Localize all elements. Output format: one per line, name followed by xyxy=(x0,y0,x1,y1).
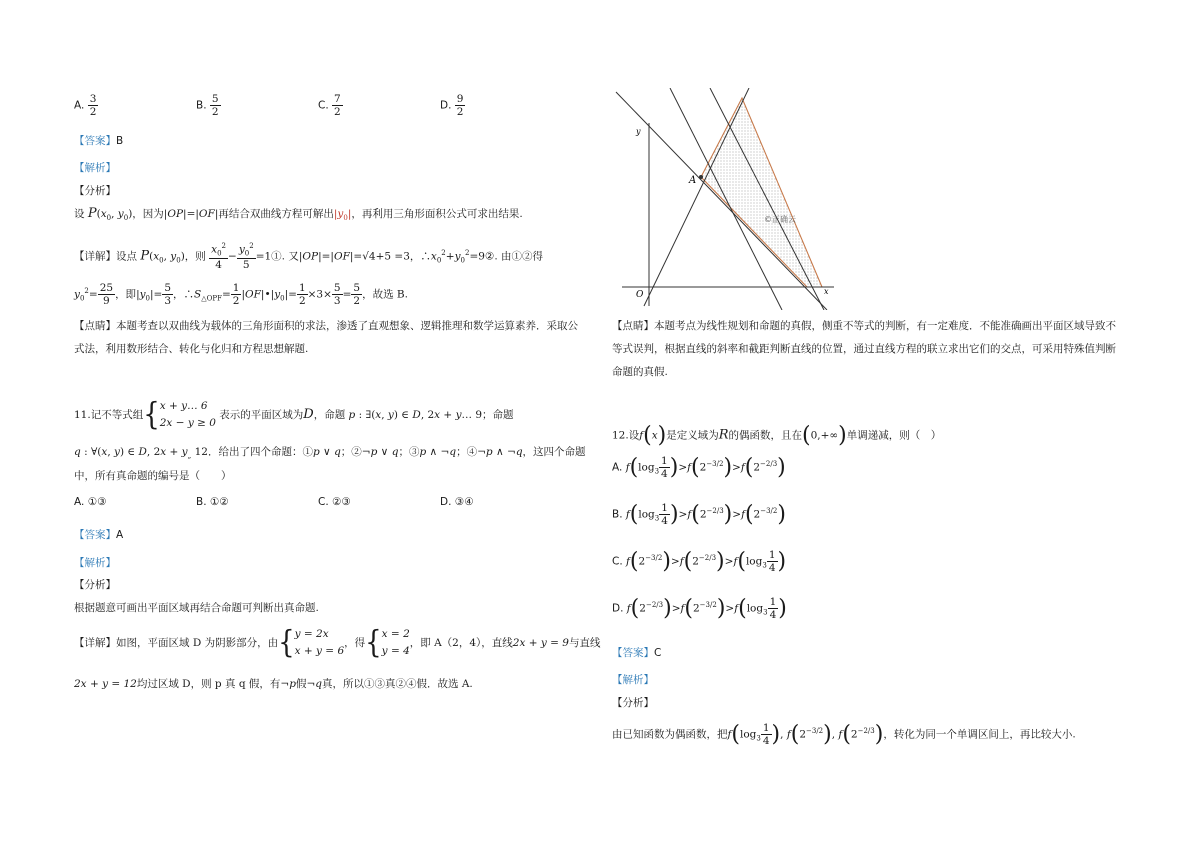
q10-option-c: C. $\frac{7}{2}$ xyxy=(318,93,341,119)
q10-fenxi-text: 设 $P(x_0$, $y_0$)，因为|OP|=|OF|再结合双曲线方程可解出$|y_0|$，再利用三角形面积公式可求出结果. xyxy=(74,206,523,223)
q11-answer: 【答案】A xyxy=(74,529,124,541)
point-a xyxy=(699,175,703,179)
q10-answer xyxy=(74,133,123,148)
q11-xiangjie-line2: 2x + y = 12均过区域 D，则 p 真 q 假，有¬p假¬q真，所以①③真②④假．故选 A. xyxy=(74,678,473,690)
q11-stem-line1: 11.记不等式组{ x + y… 6 2x − y ≥ 0 表示的平面区域为D，命题 p : ∃(x, y) ∈ D, 2x + y… 9；命题 xyxy=(74,396,514,433)
q12-fenxi-tag: 【分析】 xyxy=(612,697,654,709)
q12-answer: 【答案】C xyxy=(612,647,662,659)
q12-fenxi-text: 由已知函数为偶函数，把$f(\log_3$ $\frac{1}{4}$ ), $f(2^{-3/2})$, $f(2^{-2/3})$，转化为同一个单调区间上，再比较大小. xyxy=(612,722,1076,748)
q12-option-b: B. $f(\log_3$ $\frac{1}{4}$ )$>f(2^{-2/3})>f(2^{-3/2})$ xyxy=(612,502,786,528)
q11-analysis-tag: 【解析】 xyxy=(74,557,116,569)
q11-option-c: C. ②③ xyxy=(318,496,351,508)
q12-option-a: A. $f(\log_3$ $\frac{1}{4}$ )$>f(2^{-3/2})>f(2^{-2/3})$ xyxy=(612,455,786,481)
q10-option-a xyxy=(74,93,98,118)
q10-fenxi-tag: 【分析】 xyxy=(74,185,116,197)
q10-option-a-letter: A. xyxy=(74,99,85,112)
q12-stem: 12.设f(x)是定义域为R的偶函数，且在(0,+∞)单调递减，则（ ） xyxy=(612,423,942,448)
q11-fenxi-tag: 【分析】 xyxy=(74,579,116,591)
q12-analysis-tag: 【解析】 xyxy=(612,674,654,686)
answer-tag: 【答案】 xyxy=(74,135,116,147)
q11-xiangjie-line1: 【详解】如图，平面区域 D 为阴影部分，由{ y = 2x x + y = 6 ，得{ x = 2 y = 4 ，即 A（2，4），直线2x + y = 9与直线 xyxy=(74,624,601,661)
q11-stem-line3: 中，所有真命题的编号是（ ） xyxy=(74,470,232,482)
label-x: x xyxy=(824,287,829,296)
q10-option-a-frac: $\frac{3}{2}$ xyxy=(89,93,97,119)
feasible-region xyxy=(701,98,822,287)
region-graph-svg xyxy=(612,88,842,310)
label-o: O xyxy=(636,290,644,300)
q11-option-d: D. ③④ xyxy=(440,496,474,508)
q10-analysis-tag: 【解析】 xyxy=(74,162,116,174)
q10-dianjing-line1: 【点睛】本题考查以双曲线为载体的三角形面积的求法，渗透了直观想象、逻辑推理和数学运算素养．采取公 xyxy=(74,320,578,332)
q10-answer-value: B xyxy=(116,135,124,147)
label-a: A xyxy=(689,175,697,186)
q11-dianjing-line1: 【点睛】本题考点为线性规划和命题的真假，侧重不等式的判断，有一定难度．不能准确画出平面区域导致不 xyxy=(612,320,1116,332)
label-y: y xyxy=(636,127,641,136)
q11-option-b: B. ①② xyxy=(196,496,229,508)
q11-fenxi-text: 根据题意可画出平面区域再结合命题可判断出真命题. xyxy=(74,602,319,614)
q12-option-c: C. $f(2^{-3/2})>f(2^{-2/3})>f(\log_3$ $\frac{1}{4}$ ) xyxy=(612,549,787,575)
region-graph xyxy=(612,88,842,310)
q11-dianjing-line3: 命题的真假. xyxy=(612,366,668,378)
q11-dianjing-line2: 等式误判，根据直线的斜率和截距判断直线的位置，通过直线方程的联立求出它们的交点，可采用特殊值判断 xyxy=(612,343,1116,355)
graph-watermark: ©正确云 xyxy=(764,215,796,224)
q10-xiangjie-line1: 【详解】设点 $P(x_0$, $y_0$)，则 $\frac{x_0^2}{4}$ − $\frac{y_0^2}{5}$ =1①. 又|OP|=|OF|=√4+5 =3，$\therefore x_0^2+y_0^2=9②$. 由①②得 xyxy=(74,242,544,271)
q10-xiangjie-line2: $y_0^2=$ $\frac{25}{9}$ ，即$|y_0|=$ $\frac{5}{3}$ ，$\therefore S_{\triangle OPF}=$ $\frac{1}{2}$ $|OF|•|y_0|=$ $\frac{1}{2}$ ×3× $\frac{5}{3}$ = $\frac{5}{2}$ ，故选 B. xyxy=(74,282,408,308)
q10-option-d: D. $\frac{9}{2}$ xyxy=(440,93,464,119)
q10-option-b: B. $\frac{5}{2}$ xyxy=(196,93,219,119)
q12-option-d: D. $f(2^{-2/3})>f(2^{-3/2})>f(\log_3$ $\frac{1}{4}$ ) xyxy=(612,596,787,622)
q11-stem-line2: q : ∀(x, y) ∈ D, $2x + y_„$ 12．给出了四个命题：①p ∨ q；②¬p ∨ q；③p ∧ ¬q；④¬p ∧ ¬q，这四个命题 xyxy=(74,446,586,461)
q11-option-a: A. ①③ xyxy=(74,496,107,508)
line-x-y-6 xyxy=(616,92,827,310)
q10-dianjing-line2: 式法，利用数形结合、转化与化归和方程思想解题. xyxy=(74,343,309,355)
